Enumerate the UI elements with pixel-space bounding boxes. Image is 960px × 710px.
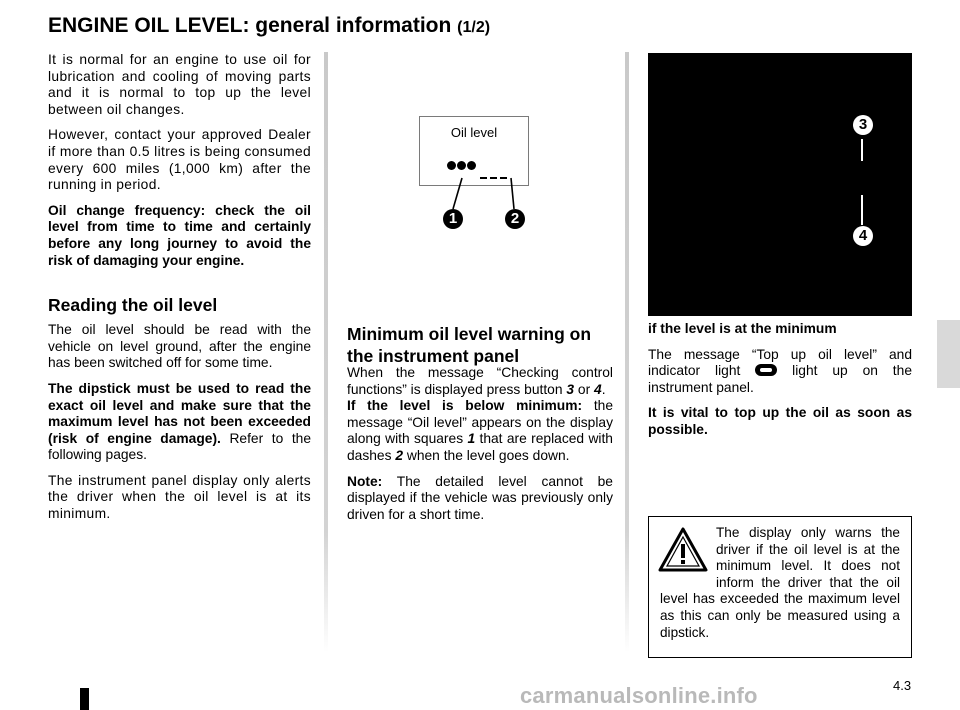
leader-line-1: [453, 178, 462, 209]
minimum-level-heading: if the level is at the minimum: [648, 321, 837, 336]
period: .: [601, 381, 606, 397]
watermark: carmanualsonline.info: [520, 683, 758, 708]
below-minimum-paragraph: [347, 398, 613, 464]
callout-4-line: [861, 195, 863, 225]
middle-column: [347, 323, 613, 532]
page-marker: [80, 688, 89, 710]
oil-warning-light-icon: [755, 364, 777, 376]
light-up-text: light up on the instrument panel.: [648, 363, 912, 395]
top-up-message-paragraph: [648, 347, 912, 397]
leader-line-2: [511, 178, 514, 209]
note-text: The detailed level cannot be displayed if the vehicle was previously only driven for a short time.: [347, 473, 613, 522]
level-ground-paragraph: The oil level should be read with the vehicle on level ground, after the engine has been switched off for some time.: [48, 322, 311, 371]
oil-change-frequency-paragraph: Oil change frequency: check the oil level from time to time and certainly before any long journey to avoid the risk of damaging your engine.: [48, 202, 311, 268]
callout-1: 1: [443, 209, 463, 229]
heading-line: the instrument panel: [347, 346, 520, 366]
note-paragraph: [347, 474, 613, 524]
callout-3: 3: [853, 115, 873, 135]
warning-text-content: The display only warns the driver if the oil level is at the minimum level. It does not inform the driver that the oil level has exceeded the maximum level as this can only be measured using a dipstick.: [660, 525, 900, 640]
left-column: [48, 52, 311, 532]
warning-box: [648, 516, 912, 658]
section-heading-reading-oil-level: Reading the oil level: [48, 295, 218, 316]
dipstick-warning-text: The dipstick must be used to read the exact oil level and make sure that the maximum level has not been exceeded (risk of engine damage).: [48, 380, 311, 446]
callout-2: 2: [505, 209, 525, 229]
below-minimum-label: If the level is below minimum:: [347, 398, 583, 414]
refer-pages-text: Refer to the following pages.: [48, 430, 311, 463]
callout-4: 4: [853, 226, 873, 246]
heading-line: Minimum oil level warning on: [347, 324, 592, 344]
replaced-text: that are replaced with dashes: [347, 431, 613, 463]
checking-control-paragraph: [347, 365, 613, 398]
intro-paragraph: It is normal for an engine to use oil for lubrication and cooling of moving parts and it is normal to top up the level between oil changes.: [48, 52, 311, 117]
top-up-vital-paragraph: It is vital to top up the oil as soon as possible.: [648, 405, 912, 437]
squares-ref-1: 1: [467, 431, 476, 447]
or-text: or: [577, 381, 591, 397]
button-ref-4: 4: [594, 381, 602, 397]
consumption-paragraph: However, contact your approved Dealer if more than 0.5 litres is being consumed every 600 miles (1,000 km) after the running in period.: [48, 127, 311, 193]
dashes-ref-2: 2: [395, 447, 404, 463]
oil-level-squares: [447, 157, 476, 175]
note-label: Note:: [347, 473, 383, 489]
instrument-alert-paragraph: The instrument panel display only alerts the driver when the oil level is at its minimum.: [48, 472, 311, 522]
page-title-part: (1/2): [457, 19, 491, 36]
checking-control-text: When the message “Checking control functions” is displayed press button: [347, 365, 613, 397]
level-square: [467, 161, 476, 170]
dipstick-paragraph: [48, 381, 311, 464]
level-square: [447, 161, 456, 170]
column-divider-right: [625, 52, 629, 652]
section-heading-minimum-warning: [347, 323, 613, 367]
level-down-text: when the level goes down.: [406, 447, 570, 463]
page-number: 4.3: [893, 678, 912, 693]
instrument-panel-image: [648, 53, 912, 316]
button-ref-3: 3: [566, 381, 575, 397]
column-divider-left: [324, 52, 328, 652]
level-square: [457, 161, 466, 170]
callout-3-line: [861, 139, 863, 161]
chapter-tab: [937, 320, 960, 388]
top-up-message-text: The message “Top up oil level” and indicator light: [648, 346, 912, 379]
page-title: [48, 14, 490, 38]
below-minimum-text: the message “Oil level” appears on the display along with squares: [347, 398, 613, 447]
page-title-text: ENGINE OIL LEVEL: general information: [48, 14, 452, 37]
oil-level-display-label: Oil level: [450, 125, 498, 140]
warning-text: [660, 525, 900, 641]
right-column: [648, 321, 912, 448]
